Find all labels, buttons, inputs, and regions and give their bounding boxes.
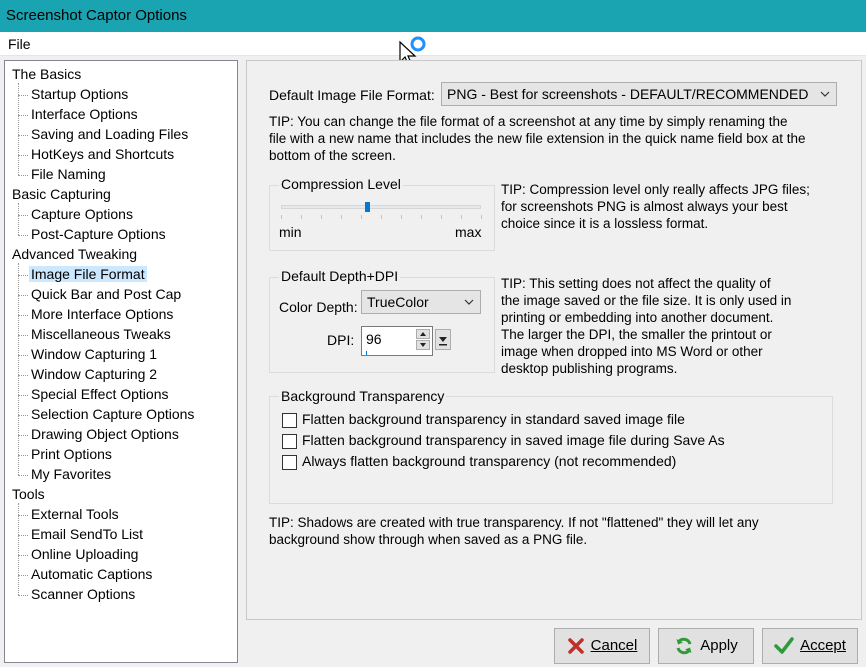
color-depth-label: Color Depth: <box>279 299 358 315</box>
flatten-saveas-label[interactable]: Flatten background transparency in saved image file during Save As <box>302 432 725 448</box>
tree-connector <box>18 535 28 536</box>
format-select[interactable] <box>441 82 837 106</box>
chevron-down-icon <box>462 291 476 313</box>
slider-tick <box>321 215 322 219</box>
tree-connector <box>18 95 28 96</box>
cancel-button-label: Cancel <box>590 637 638 655</box>
compression-tip: TIP: Compression level only really affects JPG files; for screenshots PNG is almost always your best choice since it is a lossless format. <box>501 182 810 231</box>
tree-connector <box>18 215 28 216</box>
slider-tick <box>341 215 342 219</box>
color-depth-value: TrueColor <box>367 294 429 310</box>
tree-connector <box>18 475 28 476</box>
tree-group[interactable] <box>12 245 137 263</box>
tree-item-label: The Basics <box>12 66 82 82</box>
slider-tick <box>381 215 382 219</box>
tree-connector <box>18 263 19 475</box>
tree-item[interactable] <box>31 145 174 163</box>
tree-item-label: Image File Format <box>31 266 145 282</box>
arrow-down-icon <box>417 341 429 349</box>
tree-item-label: Tools <box>12 486 45 502</box>
tree-item-label: Drawing Object Options <box>31 426 179 442</box>
tree-connector <box>18 275 28 276</box>
tree-item[interactable] <box>31 125 188 143</box>
tree-connector <box>18 315 28 316</box>
tree-item-label: Online Uploading <box>31 546 139 562</box>
tree-item[interactable] <box>31 225 166 243</box>
tree-item[interactable] <box>31 525 143 543</box>
tree-item[interactable] <box>31 165 106 183</box>
transparency-title: Background Transparency <box>281 388 445 404</box>
slider-tick <box>281 215 282 219</box>
tree-item[interactable] <box>31 285 181 303</box>
tree-connector <box>18 235 28 236</box>
tree-item-label: Window Capturing 1 <box>31 346 158 362</box>
depth-tip: TIP: This setting does not affect the quality of the image saved or the file size. It is only used in printing or embedding into another document. The larger the DPI, the smaller the printout or image when dropped into MS Word or other desktop publishing programs. <box>501 276 792 376</box>
tree-connector <box>18 115 28 116</box>
dpi-caret <box>366 351 367 355</box>
tree-item-label: Selection Capture Options <box>31 406 195 422</box>
dpi-value: 96 <box>366 331 382 347</box>
window-titlebar <box>0 0 866 32</box>
tree-item[interactable] <box>31 545 138 563</box>
window-title: Screenshot Captor Options <box>6 7 187 24</box>
tree-connector <box>18 415 28 416</box>
tree-item-label: Basic Capturing <box>12 186 111 202</box>
accept-button[interactable] <box>762 628 858 664</box>
compression-slider-track[interactable] <box>281 205 481 209</box>
tree-item[interactable] <box>31 465 111 483</box>
slider-tick <box>481 215 482 219</box>
tree-item[interactable] <box>31 365 157 383</box>
apply-button-label: Apply <box>700 637 738 655</box>
flatten-standard-checkbox[interactable] <box>282 413 297 428</box>
tree-item-label: Miscellaneous Tweaks <box>31 326 171 342</box>
tree-item[interactable] <box>31 345 157 363</box>
compression-min-label: min <box>279 224 302 240</box>
tree-connector <box>18 83 19 175</box>
tree-item-label: More Interface Options <box>31 306 174 322</box>
depth-title: Default Depth+DPI <box>281 268 399 284</box>
tree-connector <box>18 595 28 596</box>
tree-item-label: Window Capturing 2 <box>31 366 158 382</box>
tree-connector <box>18 203 19 235</box>
tree-item[interactable] <box>31 305 173 323</box>
tree-item[interactable] <box>31 85 128 103</box>
flatten-saveas-checkbox[interactable] <box>282 434 297 449</box>
close-icon <box>567 637 585 655</box>
options-tree[interactable] <box>4 60 238 663</box>
apply-button[interactable] <box>658 628 754 664</box>
compression-title: Compression Level <box>281 176 401 192</box>
tree-item-label: Special Effect Options <box>31 386 169 402</box>
format-tip: TIP: You can change the file format of a screenshot at any time by simply renaming the file with a new name that includes the new file extension in the quick name field box at the bottom of the screen. <box>269 114 806 163</box>
tree-item[interactable] <box>31 425 179 443</box>
tree-connector <box>18 395 28 396</box>
tree-connector <box>18 355 28 356</box>
tree-item-label: Quick Bar and Post Cap <box>31 286 182 302</box>
tree-item-label: Scanner Options <box>31 586 136 602</box>
dpi-down-button[interactable] <box>416 340 430 350</box>
tree-item-label: Saving and Loading Files <box>31 126 189 142</box>
tree-connector <box>18 575 28 576</box>
tree-item-label: Capture Options <box>31 206 133 222</box>
tree-item[interactable] <box>31 405 194 423</box>
tree-group[interactable] <box>12 485 45 503</box>
dropdown-arrow-icon <box>436 330 450 349</box>
chevron-down-icon <box>818 83 832 105</box>
tree-item-label: Automatic Captions <box>31 566 153 582</box>
tree-item-label: Interface Options <box>31 106 138 122</box>
menu-bar <box>0 32 866 56</box>
tree-connector <box>18 555 28 556</box>
tree-connector <box>18 295 28 296</box>
compression-slider-thumb[interactable] <box>365 202 370 212</box>
tree-connector <box>18 515 28 516</box>
always-flatten-label[interactable]: Always flatten background transparency (not recommended) <box>302 453 677 469</box>
format-label: Default Image File Format: <box>269 87 435 103</box>
compression-max-label: max <box>455 224 482 240</box>
tree-item-label: My Favorites <box>31 466 112 482</box>
dpi-label: DPI: <box>327 332 355 348</box>
refresh-icon <box>674 636 694 656</box>
flatten-standard-label[interactable]: Flatten background transparency in standard saved image file <box>302 411 685 427</box>
tree-item-label: HotKeys and Shortcuts <box>31 146 175 162</box>
slider-tick <box>401 215 402 219</box>
tree-item[interactable] <box>31 105 138 123</box>
dpi-up-button[interactable] <box>416 329 430 339</box>
tree-connector <box>18 435 28 436</box>
tree-item-label: File Naming <box>31 166 106 182</box>
settings-panel <box>246 60 862 620</box>
format-select-value: PNG - Best for screenshots - DEFAULT/RECOMMENDED <box>447 86 809 102</box>
dpi-dropdown-button[interactable] <box>435 329 451 350</box>
accept-button-label: Accept <box>800 637 846 655</box>
tree-connector <box>18 175 28 176</box>
tree-connector <box>18 455 28 456</box>
tree-connector <box>18 135 28 136</box>
slider-tick <box>301 215 302 219</box>
always-flatten-checkbox[interactable] <box>282 455 297 470</box>
tree-item-label: Post-Capture Options <box>31 226 166 242</box>
tree-item-label: External Tools <box>31 506 119 522</box>
slider-tick <box>421 215 422 219</box>
tree-item-label: Print Options <box>31 446 112 462</box>
tree-item[interactable] <box>31 265 147 283</box>
tree-item-label: Startup Options <box>31 86 129 102</box>
arrow-up-icon <box>417 330 429 338</box>
tree-item-label: Email SendTo List <box>31 526 144 542</box>
tree-item[interactable] <box>31 205 133 223</box>
tree-connector <box>18 375 28 376</box>
tree-item[interactable] <box>31 445 112 463</box>
tree-connector <box>18 155 28 156</box>
shadow-tip: TIP: Shadows are created with true transparency. If not "flattened" they will let any background show through when saved as a PNG file. <box>269 515 759 547</box>
tree-connector <box>18 335 28 336</box>
tree-item[interactable] <box>31 585 135 603</box>
slider-tick <box>441 215 442 219</box>
tree-connector <box>18 503 19 595</box>
tree-group[interactable] <box>12 185 111 203</box>
tree-group[interactable] <box>12 65 81 83</box>
color-depth-select[interactable] <box>361 290 481 314</box>
cancel-button[interactable] <box>554 628 650 664</box>
tree-item[interactable] <box>31 385 168 403</box>
tree-item-label: Advanced Tweaking <box>12 246 138 262</box>
slider-tick <box>361 215 362 219</box>
checkmark-icon <box>774 637 794 655</box>
slider-tick <box>461 215 462 219</box>
tree-item[interactable] <box>31 565 152 583</box>
menu-file[interactable]: File <box>8 36 31 52</box>
tree-item[interactable] <box>31 325 171 343</box>
tree-item[interactable] <box>31 505 119 523</box>
